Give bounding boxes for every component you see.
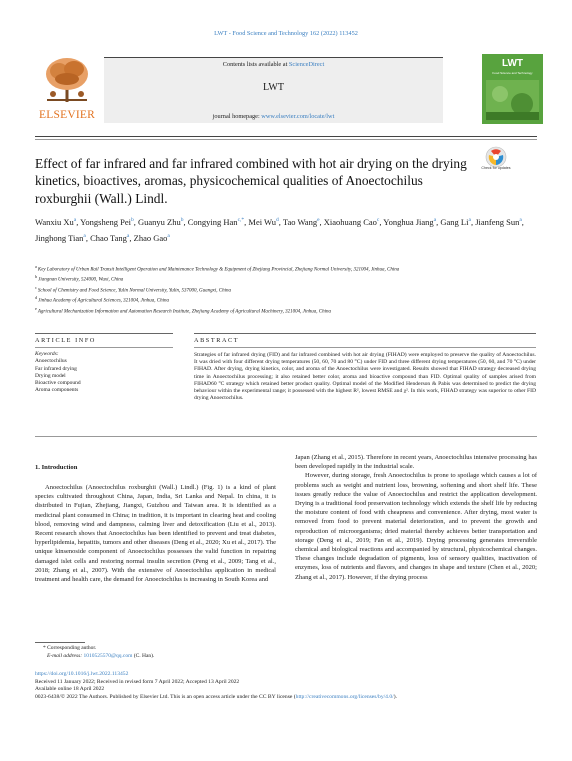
keyword-item: Anoectochilus [35, 358, 67, 365]
body-column-left [35, 483, 276, 584]
journal-cover-thumbnail[interactable] [482, 54, 543, 124]
author-name[interactable]: Congying Han [187, 216, 238, 227]
article-info-rule [35, 333, 173, 334]
affiliation-text: Jiangnan University, 524000, Wuxi, China [38, 278, 124, 284]
author-name[interactable]: Jinghong Tian [35, 232, 84, 243]
author-affiliation-mark[interactable]: c [376, 217, 380, 223]
license-link[interactable]: http://creativecommons.org/licenses/by/4.0/ [295, 693, 394, 700]
article-info-heading: ARTICLE INFO [35, 337, 96, 344]
intro-paragraph-1: Anoectochilus (Anoectochilus roxburghii (Wall.) Lindl.) (Fig. 1) is a kind of plant species cultivated throughout China, Japan, India, Sri Lanka and Nepal. In china, it is distributed in Fujian, Zhejiang, Jiangxi, Guizhou and Taiwan area. It is identified as a medicinal plant consumed in China; in tradition, it is important in clearing heat and cooling blood, removing wind and dampness, calming liver and detoxification (Liu et al., 2013). Recent research shows that Anoectochilus has been identified to prevent and treat diabetes, hyperlipidemia, hepatitis, tumors and other diseases (Deng et al., 2020; Xu et al., 2017). The unique kinsenoside component of Anoectochilus possesses the valid function in repairing damaged islet cells and restoring normal insulin secretion (Peng et al., 2009; Tang et al., 2018; Zhang et al., 2007). With the extensive of Anoectochilus application in medical treatment and health care, the demand for Anoectochilus is increasing in South Korea and [35, 484, 276, 584]
cover-subtitle: Food Science and Technology [492, 71, 533, 75]
contents-prefix: Contents lists available at [222, 61, 289, 68]
check-for-updates-label[interactable]: Check for updates [481, 166, 511, 170]
author-name[interactable]: Wanxiu Xu [35, 216, 74, 227]
abstract-heading: ABSTRACT [194, 337, 240, 344]
sciencedirect-link[interactable]: ScienceDirect [288, 61, 325, 68]
affiliation-item [35, 274, 530, 284]
keywords-heading: Keywords: [35, 351, 59, 357]
affiliation-text: Jinhua Academy of Agricultural Sciences, 321004, Jinhua, China [38, 299, 169, 305]
author-affiliation-mark[interactable]: a [167, 232, 170, 239]
author-affiliation-mark[interactable]: a [126, 232, 130, 239]
author-affiliation-mark[interactable]: c,* [237, 217, 245, 223]
author-name[interactable]: Mei Wu [248, 216, 276, 227]
email-link[interactable]: 1010525570@qq.com [83, 652, 133, 659]
introduction-heading: 1. Introduction [35, 464, 78, 471]
cover-art-icon [486, 80, 539, 120]
keyword-item: Bioactive compound [35, 380, 81, 387]
article-info-rule-lower [35, 347, 173, 348]
publisher-wordmark: ELSEVIER [39, 109, 95, 121]
keyword-item: Far infrared drying [35, 365, 77, 372]
author-affiliation-mark[interactable]: e [317, 217, 320, 223]
author-affiliation-mark[interactable]: b [131, 217, 134, 223]
intro-paragraph-2: However, during storage, fresh Anoectochilus is prone to spoilage which causes a lot of problems such as weight and nutrient loss, browning, softening and short shelf life. These issues greatly reduce the value of Anoectochilus and restrict the application development. Drying is a traditional food preservation technology which extends the shelf life by reducing the moisture content of food with cheapness and convenience. After drying, most water is removed from food to prevent material deterioration, and to prevent the growth and reproduction of microorganisms; dried material thereby achieves better transportation and storage (Deng et al., 2019; Fan et al., 2019). Drying processing generates irreversible chemical and biological reactions and accompanied by structural, physicochemical changes. These changes include degradation of pigments, loss of sensory qualities, inactivation of enzymes, loss of nutrients and flavors, and changes in shape and texture (Chen et al., 2020; Zhang et al., 2017). However, if the drying process [295, 472, 537, 581]
contents-line [104, 61, 443, 68]
footnote [35, 645, 335, 660]
article-title: Effect of far infrared and far infrared combined with hot air drying on the drying kinetics, bioactives, aromas, physicochemical qualities of Anoectochilus roxburghii (Wall.) Lindl. [35, 156, 467, 206]
affiliation-text: School of Chemistry and Food Science, Yulin Normal University, Yulin, 537000, Guangxi, China [37, 288, 231, 294]
author-name[interactable]: Chao Tang [90, 232, 127, 243]
journal-homepage-link[interactable]: www.elsevier.com/locate/lwt [261, 113, 335, 120]
intro-paragraph-1-cont: Japan (Zhang et al., 2015). Therefore in recent years, Anoectochilus intensive processing has been developed rapidly in the industrial scale. [295, 454, 537, 471]
author-list: Wanxiu Xu$^a$, Yongsheng Pei$^b$, Guanyu Zhu$^b$, Congying Han$^{c,*}$, Mei Wu$^d$, Tao Wang$^e$, Xiaohuang Cao$^c$, Yonghua Jiang$^a$, Gang Li$^a$, Jianfeng Sun$^a$, Jinghong Tian$^a$, Chao Tang$^a$, Zhao Gao$^a$ [35, 216, 524, 243]
email-suffix: (C. Han). [132, 652, 155, 659]
header-rule [35, 136, 537, 137]
affiliation-mark: a [35, 264, 37, 269]
author-affiliation-mark[interactable]: a [468, 217, 471, 223]
keyword-item: Drying model [35, 372, 66, 379]
abstract-text: Strategies of far infrared drying (FID) and far infrared combined with hot air drying (FIHAD) were employed to preserve the quality of Anoectochilus. It was dried with four different drying temperatures (50, 60, 70 and 80 °C) under FID and three different drying temperatures (50, 60, and 70 °C) under FIHAD. After drying, drying kinetics, color, and aroma of the Anoectochilus were investigated. Results showed that FIHAD strategy decreased drying time in Anoectochilus processing; it also retained better color, aroma and bioactive compound than FID. Optimal quality of samples arised from FIHAD60 °C strategy which retained better product quality. Optimal model of the Modified Henderson & Pabis was determined to predict the drying behaviour within the experimental range; it possessed with the highest R², lowest RMSE and χ². In this work, FIHAD strategy was superior to other FID drying Anoectochilus. [194, 352, 536, 402]
author-name[interactable]: Xiaohuang Cao [323, 216, 377, 227]
author-affiliation-mark[interactable]: b [180, 217, 184, 223]
author-affiliation-mark[interactable]: a [519, 217, 522, 223]
email-note [35, 653, 335, 661]
journal-name: LWT [263, 82, 284, 93]
journal-info-box [104, 57, 443, 123]
abstract-rule-lower [194, 347, 536, 348]
affiliation-mark: d [35, 295, 38, 301]
author-affiliation-mark[interactable]: a [433, 217, 437, 223]
affiliation-text: Key Laboratory of Urban Rail Transit Intelligent Operation and Maintenance Technology & Equipment of Zhejiang Provincial, Zhejiang Normal University, 321004, Jinhua, China [37, 267, 400, 273]
elsevier-tree-icon [41, 54, 93, 104]
affiliation-mark: e [35, 305, 37, 311]
cover-title: LWT [501, 58, 524, 69]
corresponding-author-note: * Corresponding author. [43, 645, 97, 651]
affiliation-text: Agricultural Mechanization Information and Automation Research Institute, Zhejiang Academy of Agricultural Machinery, 321004, Jinhua, China [37, 309, 331, 315]
affiliation-item [35, 285, 530, 295]
homepage-line [104, 113, 443, 120]
author-name[interactable]: Tao Wang [282, 216, 318, 227]
author-affiliation-mark[interactable]: d [276, 217, 279, 223]
journal-citation-line[interactable]: LWT - Food Science and Technology 162 (2022) 113452 [214, 30, 358, 37]
affiliation-list [35, 264, 530, 316]
author-affiliation-mark[interactable]: a [73, 217, 77, 223]
keyword-item: Aroma components [35, 387, 79, 394]
license-line [35, 694, 537, 702]
publication-info [35, 671, 537, 701]
keywords-block [35, 351, 175, 395]
header-rule-thin [35, 139, 537, 140]
author-name[interactable]: Yonghua Jiang [383, 216, 434, 227]
author-name[interactable]: Jianfeng Sun [475, 216, 520, 227]
homepage-prefix: journal homepage: [212, 113, 262, 120]
affiliation-mark: b [35, 274, 38, 280]
email-prefix: E-mail address: [47, 652, 84, 659]
license-suffix: ). [393, 693, 397, 700]
available-online: Available online 18 April 2022 [35, 686, 105, 693]
affiliation-item [35, 264, 530, 274]
abstract-rule [194, 333, 536, 334]
license-prefix: 0023-6438/© 2022 The Authors. Published by Elsevier Ltd. This is an open access article under the CC BY license ( [35, 693, 296, 700]
keywords-list [35, 358, 175, 394]
elsevier-logo [35, 52, 99, 126]
affiliation-item [35, 306, 530, 316]
journal-masthead [35, 52, 533, 126]
author-affiliation-mark[interactable]: a [83, 232, 86, 239]
author-name[interactable]: Guanyu Zhu [138, 216, 181, 227]
footnote-rule [35, 642, 85, 643]
affiliation-item [35, 295, 530, 305]
abstract-bottom-rule [35, 436, 537, 437]
doi-link[interactable]: https://doi.org/10.1016/j.lwt.2022.113452 [35, 671, 129, 677]
author-name[interactable]: Zhao Gao [133, 232, 168, 243]
body-column-right [295, 453, 537, 582]
author-name[interactable]: Yongsheng Pei [80, 216, 131, 227]
affiliation-mark: c [35, 284, 37, 290]
received-dates: Received 11 January 2022; Received in revised form 7 April 2022; Accepted 13 April 2022 [35, 678, 240, 685]
author-name[interactable]: Gang Li [440, 216, 469, 227]
